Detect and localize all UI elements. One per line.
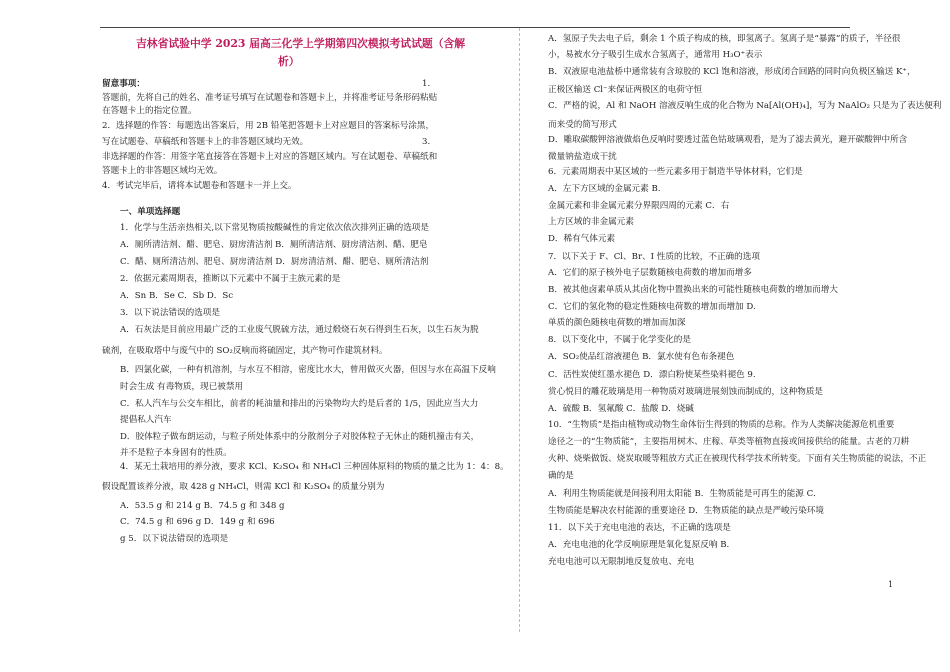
left-column-line: A．厕所清洁剂、醋、肥皂、厨房清洁剂 B．厕所清洁剂、厨房清洁剂、醋、肥皂 [120, 240, 428, 250]
right-column-line: 小，易被水分子吸引生成水合氢离子，通常用 H₃O⁺表示 [548, 50, 763, 60]
left-column-line: A．石灰法是目前应用最广泛的工业废气脱硫方法，通过煅烧石灰石得到生石灰，以生石灰为脱 [120, 325, 479, 335]
document-title-line1: 吉林省试验中学 2023 届高三化学上学期第四次模拟考试试题（含解 [136, 37, 466, 50]
right-column-line: A．氢原子失去电子后，剩余 1 个质子构成的核，即氢离子。氢离子是“暴露”的质子，半径很 [548, 34, 901, 44]
left-column-line: 写在试题卷、草稿纸和答题卡上的非答题区域均无效。 [102, 137, 309, 147]
page-number: 1 [888, 580, 894, 589]
left-column-line: C．私人汽车与公交车相比，前者的耗油量和排出的污染物均大约是后者的 1/5，因此应当大力 [120, 399, 479, 409]
left-column-line: A．Sn B．Se C．Sb D．Sc [120, 291, 234, 301]
right-column-line: A．SO₂使品红溶液褪色 B．氯水使有色布条褪色 [548, 352, 735, 362]
right-column-line: C．活性炭使红墨水褪色 D．漂白粉使某些染料褪色 9. [548, 370, 756, 380]
left-column-line: 非选择题的作答：用签字笔直接答在答题卡上对应的答题区域内。写在试题卷、草稿纸和 [102, 152, 438, 162]
right-column-line: A．利用生物质能就是间接利用太阳能 B．生物质能是可再生的能源 C． [548, 489, 822, 499]
right-column-line: 6．元素周期表中某区域的一些元素多用于制造半导体材料，它们是 [548, 167, 803, 177]
left-column-line: 3. [422, 137, 431, 147]
right-column-line: A．它们的原子核外电子层数随核电荷数的增加而增多 [548, 268, 752, 278]
right-column-line: B．双液原电池盐桥中通常装有含琼胶的 KCl 饱和溶液，形成闭合回路的同时向负极区输送 K⁺， [548, 67, 916, 77]
right-column-line: A．充电电池的化学反响原理是氧化复原反响 B. [548, 540, 730, 550]
left-column-line: 答题前，先将自己的姓名、准考证号填写在试题卷和答题卡上，并将准考证号条形码粘贴 [102, 93, 438, 103]
left-column-line: 假设配置该养分液，取 428 g NH₄Cl，则需 KCl 和 K₂SO₄ 的质量分别为 [102, 482, 385, 492]
left-column-line: 2．选择题的作答：每题选出答案后，用 2B 铅笔把答题卡上对应题目的答案标号涂黑， [102, 121, 435, 131]
left-column-line: D．胶体粒子做布朗运动，与粒子所处体系中的分散剂分子对胶体粒子无休止的随机撞击有关， [120, 432, 480, 442]
left-column-line: C．醋、厕所清洁剂、肥皂、厨房清洁剂 D．厨房清洁剂、醋、肥皂、厕所清洁剂 [120, 257, 429, 267]
left-column-line: 答题卡上的非答题区域均无效。 [102, 166, 223, 176]
left-column-line: 留意事项： [102, 79, 145, 89]
right-column-line: 途径之一的“生物质能”，主要指用树木、庄稼、草类等植物直接或间接供给的能量。古老的刀耕 [548, 437, 910, 447]
right-column-line: 8．以下变化中，不属于化学变化的是 [548, 335, 691, 345]
right-column-line: 10．“生物质”是指由植物或动物生命体衍生得到的物质的总称。作为人类解决能源危机重要 [548, 420, 895, 430]
left-column-line: C．74.5 g 和 696 g D．149 g 和 696 [120, 517, 275, 527]
right-column-line: 充电电池可以无限制地反复放电、充电 [548, 557, 695, 567]
right-column-line: C．严格的说，Al 和 NaOH 溶液反响生成的化合物为 Na[Al(OH)₄]，写为 NaAlO₂ 只是为了表达便利 [548, 101, 942, 111]
right-column-line: 11．以下关于充电电池的表达，不正确的选项是 [548, 523, 731, 533]
left-column-line: g 5．以下说法错误的选项是 [120, 534, 229, 544]
left-column-line: 一、单项选择题 [120, 207, 181, 217]
left-column-line: 2．依据元素周期表，推断以下元素中不属于主族元素的是 [120, 274, 341, 284]
right-column-line: D．雕取碳酸钾溶液做焰色反响时要透过蓝色钴玻璃观看，是为了滤去黄光，避开碳酸钾中所含 [548, 135, 908, 145]
right-column-line: A．左下方区域的金属元素 B. [548, 184, 661, 194]
right-column-line: 赏心悦目的雕花玻璃是用一种物质对玻璃进展刻蚀而制成的，这种物质是 [548, 387, 824, 397]
left-column-line: 4．某无土栽培用的养分液，要求 KCl、K₂SO₄ 和 NH₄Cl 三种固体原料的物质的量之比为 1：4：8。 [120, 462, 509, 472]
right-column-line: A．硫酸 B．氢氟酸 C．盐酸 D．烧碱 [548, 404, 694, 414]
right-column-line: C．它们的氢化物的稳定性随核电荷数的增加而增加 D. [548, 302, 756, 312]
right-column-line: 确的是 [548, 471, 574, 481]
right-column-line: 正极区输送 Cl⁻来保证两极区的电荷守恒 [548, 85, 703, 95]
column-divider [519, 28, 520, 632]
right-column-line: D．稀有气体元素 [548, 234, 616, 244]
right-column-line: B．被其他卤素单质从其卤化物中置换出来的可能性随核电荷数的增加而增大 [548, 285, 838, 295]
right-column-line: 7．以下关于 F、Cl、Br、I 性质的比较，不正确的选项 [548, 252, 760, 262]
left-column-line: 1. [422, 79, 431, 89]
left-column-line: 在答题卡上的指定位置。 [102, 106, 197, 116]
right-column-line: 微量钠盐造成干扰 [548, 152, 617, 162]
right-column-line: 而来受的简写形式 [548, 120, 617, 130]
right-column-line: 火种、烧柴做饭、烧炭取暖等粗放方式正在被现代科学技术所转变。下面有关生物质能的说法，不正 [548, 454, 927, 464]
left-column-line: 并不是粒子本身固有的性质。 [120, 448, 232, 458]
left-column-line: 提倡私人汽车 [120, 415, 172, 425]
left-column-line: A．53.5 g 和 214 g B．74.5 g 和 348 g [120, 501, 285, 511]
document-title-line2: 析） [278, 55, 300, 68]
left-column-line: 时会生成 有毒物质，现已被禁用 [120, 382, 244, 392]
right-column-line: 单质的颜色随核电荷数的增加而加深 [548, 318, 686, 328]
right-column-line: 生物质能是解决农村能源的重要途径 D．生物质能的缺点是严峻污染环境 [548, 506, 825, 516]
header-rule [100, 27, 850, 28]
right-column-line: 上方区域的非金属元素 [548, 217, 634, 227]
left-column-line: 3．以下说法错误的选项是 [120, 308, 220, 318]
left-column-line: 1．化学与生活亲热相关,以下常见物质按酸碱性的肯定依次依次排列正确的选项是 [120, 223, 429, 233]
right-column-line: 金属元素和非金属元素分界限四周的元素 C．右 [548, 201, 730, 211]
left-column-line: B．四氯化碳，一种有机溶剂，与水互不相溶，密度比水大，曾用做灭火器，但因与水在高温下反响 [120, 365, 496, 375]
left-column-line: 4．考试完毕后，请将本试题卷和答题卡一并上交。 [102, 181, 297, 191]
left-column-line: 硫剂，在吸取塔中与废气中的 SO₂反响而将硫固定，其产物可作建筑材料。 [102, 346, 388, 356]
